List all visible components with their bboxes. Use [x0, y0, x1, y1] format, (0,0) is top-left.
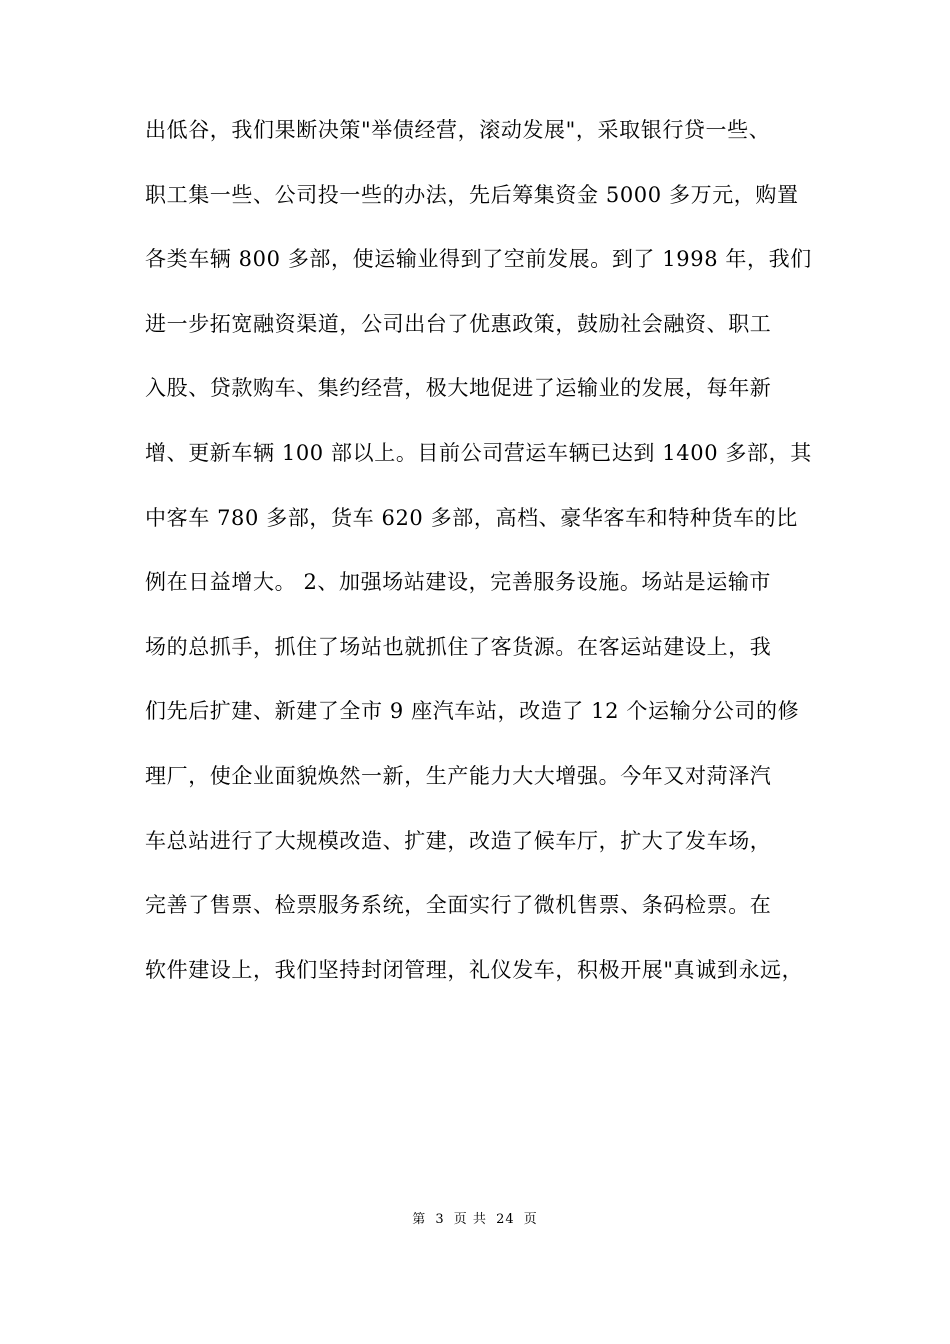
text-line-10: 们先后扩建、新建了全市 9 座汽车站，改造了 12 个运输分公司的修	[145, 699, 800, 724]
text-line-7: 中客车 780 多部，货车 620 多部，高档、豪华客车和特种货车的比	[145, 505, 798, 530]
total-page-count: 24	[496, 1212, 515, 1227]
footer-middle: 页 共	[453, 1212, 487, 1227]
text-line-13: 完善了售票、检票服务系统，全面实行了微机售票、条码检票。在	[145, 893, 772, 918]
text-line-3: 各类车辆 800 多部，使运输业得到了空前发展。到了 1998 年，我们	[145, 247, 812, 272]
footer-suffix: 页	[523, 1212, 538, 1227]
footer-prefix: 第	[412, 1212, 427, 1227]
text-line-2: 职工集一些、公司投一些的办法，先后筹集资金 5000 多万元，购置	[145, 182, 799, 207]
text-line-1: 出低谷，我们果断决策"举债经营，滚动发展"，采取银行贷一些、	[145, 118, 771, 142]
text-line-14: 软件建设上，我们坚持封闭管理，礼仪发车，积极开展"真诚到永远，	[145, 957, 804, 982]
text-line-9: 场的总抓手，抓住了场站也就抓住了客货源。在客运站建设上，我	[145, 634, 772, 659]
text-line-6: 增、更新车辆 100 部以上。目前公司营运车辆已达到 1400 多部，其	[145, 440, 812, 465]
text-line-4: 进一步拓宽融资渠道，公司出台了优惠政策，鼓励社会融资、职工	[145, 311, 772, 336]
body-text	[145, 108, 845, 1012]
page-footer	[0, 1208, 950, 1227]
text-line-12: 车总站进行了大规模改造、扩建，改造了候车厅，扩大了发车场，	[145, 828, 772, 853]
current-page-number: 3	[435, 1212, 445, 1227]
text-line-11: 理厂，使企业面貌焕然一新，生产能力大大增强。今年又对菏泽汽	[145, 763, 772, 788]
text-line-5: 入股、贷款购车、集约经营，极大地促进了运输业的发展，每年新	[145, 376, 772, 401]
text-line-8: 例在日益增大。 2、加强场站建设，完善服务设施。场站是运输市	[145, 570, 772, 595]
